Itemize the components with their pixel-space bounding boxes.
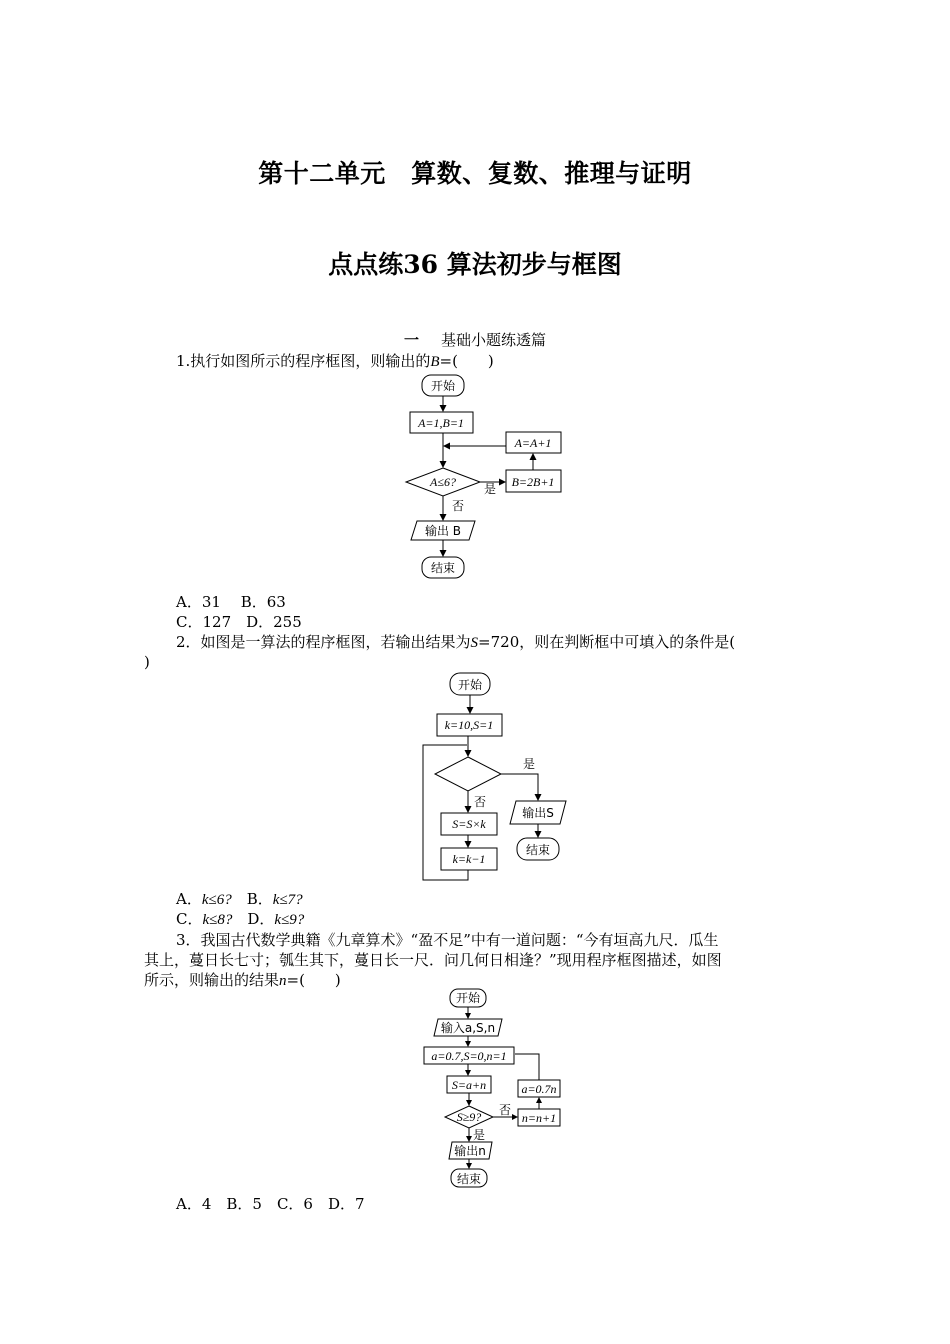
q3-init-text: a=0.7,S=0,n=1 <box>431 1049 507 1063</box>
q2-opt-a-value: k≤6? <box>201 892 232 908</box>
q3-start-text: 开始 <box>455 991 481 1005</box>
q1-flowchart <box>400 370 570 582</box>
q1-var: B <box>430 354 440 370</box>
q2-opt-a: A． <box>176 890 202 908</box>
q2-output-text: 输出S <box>522 806 554 820</box>
q2-opt-b-value: k≤7? <box>272 892 303 908</box>
q2-opt-c-value: k≤8? <box>202 912 233 928</box>
q3-step1-text: S=a+n <box>451 1078 487 1092</box>
q1-no-label: 否 <box>452 499 465 513</box>
q3-end-text: 结束 <box>456 1172 482 1186</box>
q1-stem-tail: =( ) <box>439 352 494 370</box>
q3-line3-b: =( ) <box>286 971 341 989</box>
q3-line3-a: 所示，则输出的结果 <box>144 971 280 989</box>
q2-stem <box>176 632 735 653</box>
q1-cond-text: A≤6? <box>430 475 456 489</box>
q3-step2-text: a=0.7n <box>521 1082 557 1096</box>
q1-options-ab: A．31 B．63 <box>176 593 286 611</box>
q2-decision-diamond <box>435 757 501 791</box>
q2-step2-text: k=k−1 <box>452 852 486 866</box>
q2-yes-label: 是 <box>522 757 536 771</box>
q1-start-text: 开始 <box>430 379 456 393</box>
q3-flowchart <box>420 986 570 1192</box>
q1-stem-text: 1.执行如图所示的程序框图，则输出的 <box>176 352 431 370</box>
q1-end-text: 结束 <box>430 561 456 575</box>
q2-options-ab <box>176 889 303 910</box>
q3-input-text: 输入a,S,n <box>440 1021 496 1035</box>
q3-var: n <box>279 973 287 989</box>
q2-flowchart <box>415 668 585 884</box>
q2-stem-b: =720，则在判断框中可填入的条件是( <box>478 633 736 651</box>
lesson-title: 点点练36 算法初步与框图 <box>328 250 622 279</box>
q3-line2: 其上，蔓日长七寸；瓠生其下，蔓日长一尺．问几何日相逢？”现用程序框图描述，如图 <box>144 951 722 969</box>
q1-stem <box>176 351 494 372</box>
q2-options-cd <box>176 909 304 930</box>
unit-title: 第十二单元 算数、复数、推理与证明 <box>258 159 692 188</box>
section-heading <box>0 329 950 350</box>
q3-no-label: 否 <box>499 1103 512 1117</box>
q2-opt-c: C． <box>176 910 203 928</box>
q2-opt-b: B． <box>246 890 273 908</box>
q2-stem-a: 2．如图是一算法的程序框图，若输出结果为 <box>176 633 471 651</box>
q1-yes-label: 是 <box>483 482 497 496</box>
q1-options-cd: C．127 D．255 <box>176 613 302 631</box>
q2-opt-d-value: k≤9? <box>274 912 305 928</box>
q3-output-text: 输出n <box>454 1144 486 1158</box>
q2-end-text: 结束 <box>525 843 551 857</box>
q3-options: A．4 B．5 C．6 D．7 <box>176 1195 365 1213</box>
q1-step2-text: A=A+1 <box>514 436 552 450</box>
q3-cond-text: S≥9? <box>456 1110 482 1124</box>
q2-init-text: k=10,S=1 <box>444 718 494 732</box>
q2-step1-text: S=S×k <box>452 817 486 831</box>
q3-line3 <box>144 970 341 991</box>
q3-step3-text: n=n+1 <box>521 1111 557 1125</box>
q1-step1-text: B=2B+1 <box>511 475 555 489</box>
q2-var: S <box>470 635 479 651</box>
q2-opt-d: D． <box>247 910 275 928</box>
q3-yes-label: 是 <box>473 1128 486 1142</box>
q3-line1: 3．我国古代数学典籍《九章算术》“盈不足”中有一道问题：“今有垣高九尺．瓜生 <box>176 931 719 949</box>
q2-start-text: 开始 <box>457 678 483 692</box>
q2-stem-c: ) <box>144 653 150 671</box>
q1-output-text: 输出 B <box>424 524 462 538</box>
q1-init-text: A=1,B=1 <box>418 416 464 430</box>
section-number: 一 <box>403 331 419 349</box>
section-label: 基础小题练透篇 <box>441 331 547 349</box>
q2-no-label: 否 <box>474 795 487 809</box>
